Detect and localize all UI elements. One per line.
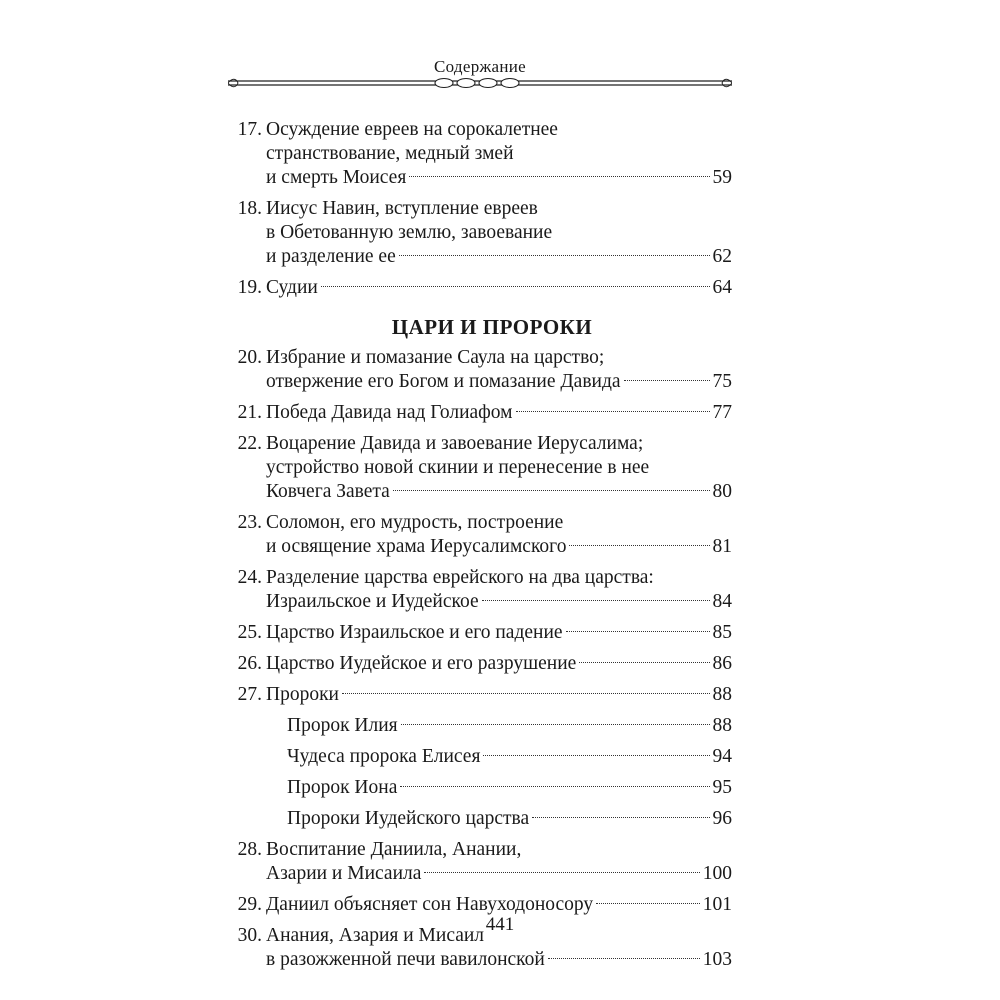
entry-last-line — [266, 862, 732, 886]
toc-entry — [228, 566, 732, 614]
entry-last-line — [266, 683, 732, 707]
entry-title — [266, 432, 732, 504]
dot-leader — [399, 255, 710, 256]
entry-number: 21. — [237, 402, 262, 423]
entry-title-line: Осуждение евреев на сорокалетнее — [266, 119, 558, 140]
entry-title-line: и смерть Моисея — [266, 167, 407, 188]
entry-title-line: Пророки Иудейского царства — [287, 808, 530, 829]
dot-leader — [579, 662, 709, 663]
toc-entry — [228, 197, 732, 269]
entry-title-line: Израильское и Иудейское — [266, 591, 479, 612]
entry-number: 28. — [237, 839, 262, 860]
entry-title-line: Даниил объясняет сон Навуходоносору — [266, 894, 594, 915]
dot-leader — [516, 411, 710, 412]
toc-entry — [228, 118, 732, 190]
dot-leader — [401, 724, 710, 725]
dot-leader — [483, 755, 709, 756]
dot-leader — [532, 817, 709, 818]
entry-title — [287, 714, 732, 738]
entry-title — [266, 118, 732, 190]
section-heading: ЦАРИ И ПРОРОКИ — [391, 315, 593, 339]
entry-last-line — [266, 370, 732, 394]
dot-leader — [400, 786, 709, 787]
entry-title-line: Анания, Азария и Мисаил — [266, 925, 485, 946]
entry-title — [266, 401, 732, 425]
page-number: 441 — [485, 914, 515, 935]
header-ornament-rule — [228, 76, 732, 92]
entry-title-line: Пророк Иона — [287, 777, 398, 798]
toc-entry — [228, 683, 732, 707]
entry-title-line: в Обетованную землю, завоевание — [266, 222, 553, 243]
dot-leader — [321, 286, 710, 287]
entry-number: 23. — [237, 512, 262, 533]
entry-title-line: Чудеса пророка Елисея — [287, 746, 481, 767]
entry-last-line — [266, 401, 732, 425]
toc-entry — [228, 621, 732, 645]
entry-title-line: Царство Израильское и его падение — [266, 622, 563, 643]
entry-last-line — [266, 652, 732, 676]
entry-last-line — [266, 166, 732, 190]
toc-entry — [228, 838, 732, 886]
entry-title — [287, 745, 732, 769]
entry-title — [287, 807, 732, 831]
entry-number: 22. — [237, 433, 262, 454]
entry-number: 20. — [237, 347, 262, 368]
entry-number: 26. — [237, 653, 262, 674]
entry-title-line: Избрание и помазание Саула на царство; — [266, 347, 605, 368]
entry-title-line: Пророки — [266, 684, 339, 705]
dot-leader — [566, 631, 710, 632]
entry-number: 27. — [237, 684, 262, 705]
toc-subentry — [228, 745, 732, 769]
dot-leader — [569, 545, 709, 546]
entry-title — [266, 621, 732, 645]
dot-leader — [596, 903, 700, 904]
toc-entry — [228, 432, 732, 504]
entry-title — [266, 838, 732, 886]
entry-page-number: 59 — [712, 167, 732, 188]
entry-number: 24. — [237, 567, 262, 588]
dot-leader — [409, 176, 709, 177]
entry-page-number: 88 — [712, 715, 732, 736]
entry-number: 17. — [237, 119, 262, 140]
entry-title-line: Воспитание Даниила, Анании, — [266, 839, 522, 860]
toc-subentry — [228, 714, 732, 738]
entry-title — [266, 683, 732, 707]
entry-page-number: 64 — [712, 277, 732, 298]
toc-entry — [228, 346, 732, 394]
dot-leader — [342, 693, 710, 694]
dot-leader — [548, 958, 700, 959]
entry-title-line: отвержение его Богом и помазание Давида — [266, 371, 621, 392]
entry-number: 18. — [237, 198, 262, 219]
entry-title — [266, 652, 732, 676]
entry-title-line: Победа Давида над Голиафом — [266, 402, 513, 423]
toc-subentry — [228, 776, 732, 800]
entry-page-number: 84 — [712, 591, 732, 612]
entry-title-line: Разделение царства еврейского на два царства: — [266, 567, 654, 588]
entry-page-number: 96 — [712, 808, 732, 829]
entry-number: 19. — [237, 277, 262, 298]
entry-title-line: Иисус Навин, вступление евреев — [266, 198, 538, 219]
entry-page-number: 101 — [702, 894, 732, 915]
entry-title-line: странствование, медный змей — [266, 143, 514, 164]
entry-title-line: Судии — [266, 277, 318, 298]
entry-title — [266, 346, 732, 394]
dot-leader — [624, 380, 710, 381]
entry-title-line: и разделение ее — [266, 246, 396, 267]
entry-page-number: 88 — [712, 684, 732, 705]
entry-last-line — [266, 276, 732, 300]
entry-page-number: 94 — [712, 746, 732, 767]
toc-entry — [228, 401, 732, 425]
entry-page-number: 75 — [712, 371, 732, 392]
toc-entry — [228, 276, 732, 300]
entry-title-line: Азарии и Мисаила — [266, 863, 422, 884]
entry-title-line: Ковчега Завета — [266, 481, 390, 502]
entry-page-number: 81 — [712, 536, 732, 557]
entry-page-number: 86 — [712, 653, 732, 674]
entry-last-line — [266, 590, 732, 614]
entry-page-number: 62 — [712, 246, 732, 267]
entry-title-line: Пророк Илия — [287, 715, 398, 736]
entry-title-line: Воцарение Давида и завоевание Иерусалима; — [266, 433, 644, 454]
entry-title-line: Царство Иудейское и его разрушение — [266, 653, 577, 674]
dot-leader — [482, 600, 710, 601]
entry-title — [266, 511, 732, 559]
entry-number: 25. — [237, 622, 262, 643]
entry-title — [287, 776, 732, 800]
entry-page-number: 77 — [712, 402, 732, 423]
entry-title — [266, 197, 732, 269]
entry-title — [266, 276, 732, 300]
entry-last-line — [266, 535, 732, 559]
dot-leader — [393, 490, 710, 491]
entry-last-line — [266, 480, 732, 504]
entry-page-number: 80 — [712, 481, 732, 502]
entry-last-line — [287, 745, 732, 769]
entry-last-line — [266, 621, 732, 645]
toc-entry — [228, 652, 732, 676]
table-of-contents — [228, 118, 732, 972]
entry-number: 29. — [237, 894, 262, 915]
entry-title — [266, 566, 732, 614]
entry-title-line: в разожженной печи вавилонской — [266, 949, 545, 970]
entry-last-line — [266, 948, 732, 972]
entry-page-number: 95 — [712, 777, 732, 798]
entry-last-line — [266, 245, 732, 269]
entry-number: 30. — [237, 925, 262, 946]
entry-last-line — [287, 776, 732, 800]
dot-leader — [424, 872, 699, 873]
entry-last-line — [287, 714, 732, 738]
entry-page-number: 100 — [702, 863, 732, 884]
entry-page-number: 85 — [712, 622, 732, 643]
toc-subentry — [228, 807, 732, 831]
entry-last-line — [287, 807, 732, 831]
toc-entry — [228, 511, 732, 559]
entry-title-line: и освящение храма Иерусалимского — [266, 536, 567, 557]
entry-title-line: устройство новой скинии и перенесение в нее — [266, 457, 650, 478]
entry-page-number: 103 — [702, 949, 732, 970]
running-head-title: Содержание — [433, 57, 527, 76]
entry-title-line: Соломон, его мудрость, построение — [266, 512, 564, 533]
